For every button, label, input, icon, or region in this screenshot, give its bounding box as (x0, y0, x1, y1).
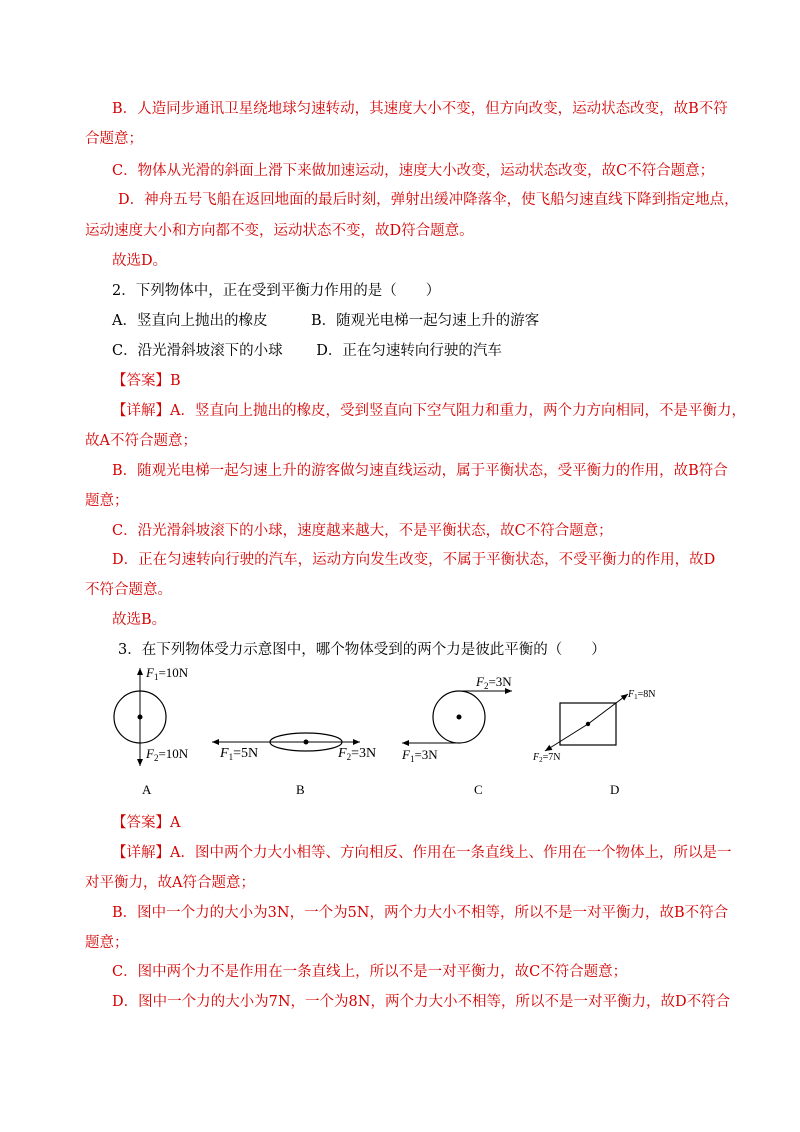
text-line: C．图中两个力不是作用在一条直线上，所以不是一对平衡力，故C不符合题意； (112, 964, 628, 980)
text-line: 题意； (85, 935, 129, 951)
text-line: 对平衡力，故A符合题意； (85, 875, 255, 891)
text-line: B．人造同步通讯卫星绕地球匀速转动，其速度大小不变，但方向改变，运动状态改变，故B不符 (112, 101, 728, 117)
force-label-f1: $F_1=10N$ (146, 665, 189, 682)
text-line: D．神舟五号飞船在返回地面的最后时刻，弹射出缓冲降落伞，使飞船匀速直线下降到指定地点， (118, 192, 739, 208)
force-label-f2: $F_2=10N$ (146, 746, 189, 763)
answer-label: 【答案】A (112, 815, 181, 831)
figure-caption: A (142, 782, 152, 797)
force-label-f1: $F_1=8N$ (628, 689, 656, 701)
text-line: D．图中一个力的大小为7N，一个为8N，两个力大小不相等，所以不是一对平衡力，故D不符合 (112, 994, 731, 1010)
text-line: 【详解】A．图中两个力大小相等、方向相反、作用在一条直线上、作用在一个物体上，所以是一 (112, 845, 732, 861)
figure-a (114, 665, 189, 797)
question-3: 3．在下列物体受力示意图中，哪个物体受到的两个力是彼此平衡的（ ） (118, 642, 606, 658)
force-diagrams (0, 660, 800, 810)
figure-caption: B (296, 782, 305, 797)
text-line: 【详解】A．竖直向上抛出的橡皮，受到竖直向下空气阻力和重力，两个力方向相同，不是平衡力， (112, 403, 746, 419)
force-label-f1: $F_1=5N$ (220, 746, 259, 762)
options-line: A．竖直向上抛出的橡皮 B．随观光电梯一起匀速上升的游客 (112, 313, 540, 329)
figure-caption: C (474, 782, 483, 797)
figure-caption: D (610, 782, 620, 797)
text-line: C．物体从光滑的斜面上滑下来做加速运动，速度大小改变，运动状态改变，故C不符合题意； (112, 163, 715, 179)
center-point (457, 715, 462, 720)
options-line: C．沿光滑斜坡滚下的小球 D．正在匀速转向行驶的汽车 (112, 343, 502, 359)
text-line: D．正在匀速转向行驶的汽车，运动方向发生改变，不属于平衡状态，不受平衡力的作用，故D (112, 552, 716, 568)
force-arrow-down-left (545, 724, 588, 751)
force-label-f2: $F_2=7N$ (533, 752, 561, 764)
force-label-f2: $F_2=3N$ (338, 746, 377, 762)
figure-b (212, 733, 376, 797)
figure-d (532, 689, 655, 797)
text-line: 题意； (85, 493, 129, 509)
text-line: 故A不符合题意； (85, 433, 197, 449)
answer-label: 【答案】B (112, 373, 181, 389)
text-line: 合题意； (85, 131, 143, 147)
force-arrow-up-right (588, 694, 628, 724)
text-line: 故选B。 (112, 612, 167, 628)
text-line: 不符合题意。 (85, 582, 172, 598)
text-line: B．随观光电梯一起匀速上升的游客做匀速直线运动，属于平衡状态，受平衡力的作用，故B符合 (112, 463, 728, 479)
text-line: 故选D。 (112, 253, 168, 269)
text-line: C．沿光滑斜坡滚下的小球，速度越来越大，不是平衡状态，故C不符合题意； (112, 523, 613, 539)
question-2: 2．下列物体中，正在受到平衡力作用的是（ ） (112, 283, 441, 299)
force-label-f1: $F_1=3N$ (402, 747, 438, 764)
text-line: B．图中一个力的大小为3N，一个为5N，两个力大小不相等，所以不是一对平衡力，故B不符合 (112, 905, 729, 921)
text-line: 运动速度大小和方向都不变，运动状态不变，故D符合题意。 (85, 223, 474, 239)
figure-c (401, 674, 512, 797)
force-label-f2: $F_2=3N$ (476, 674, 512, 691)
